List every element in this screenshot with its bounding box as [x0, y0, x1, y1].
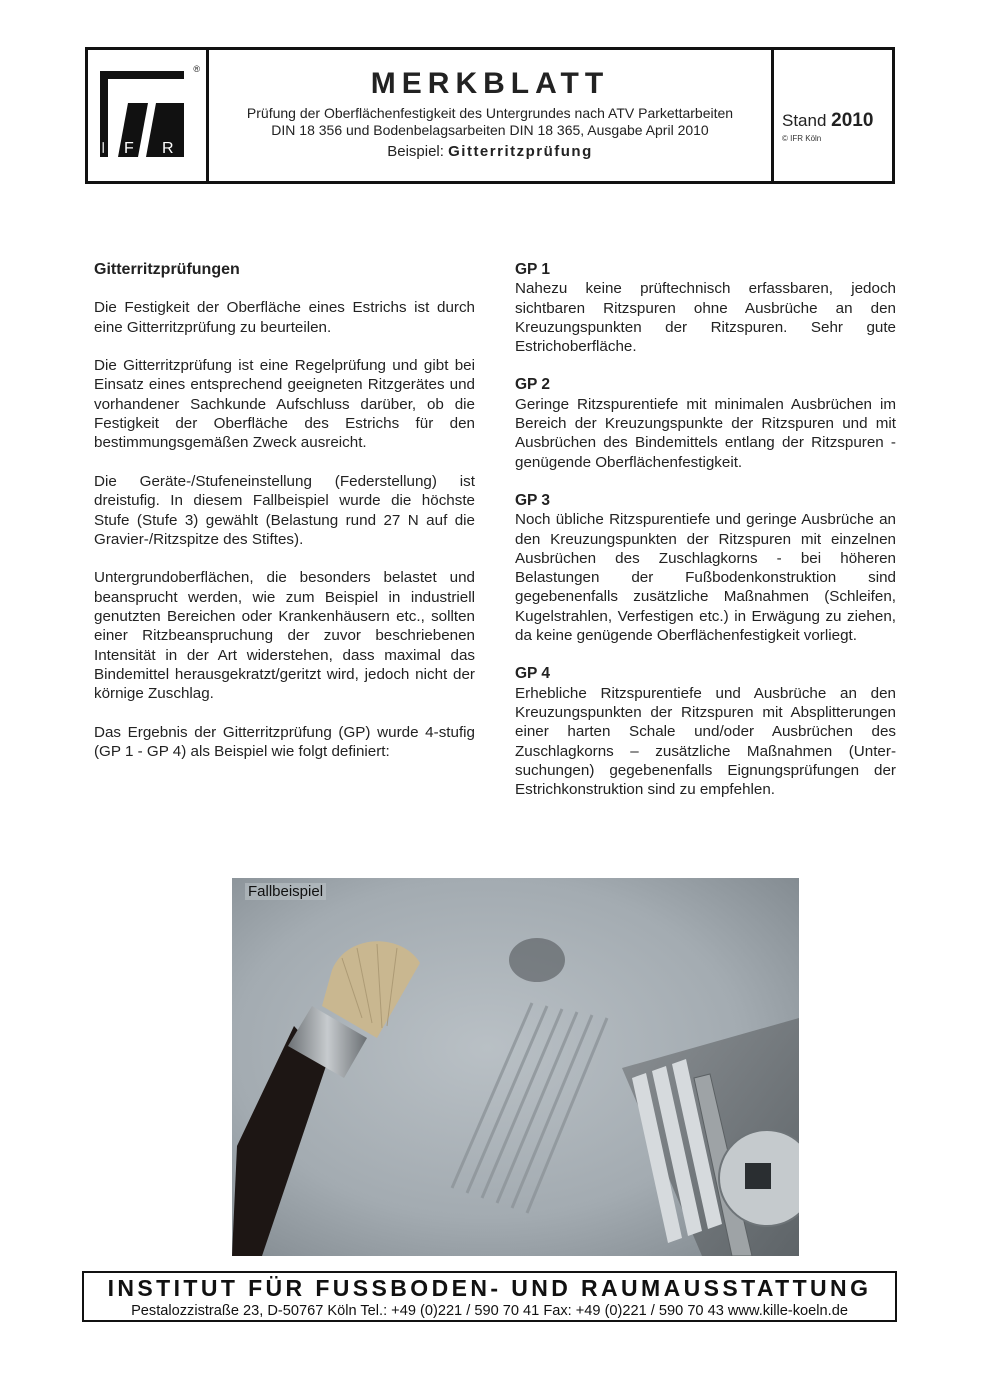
- stand-cell: [774, 50, 892, 181]
- svg-text:F: F: [124, 140, 134, 157]
- right-column: [515, 260, 896, 818]
- paragraph: Das Ergebnis der Gitterritzprüfung (GP) wurde 4-stufig (GP 1 - GP 4) als Beispiel wie folgt definiert:: [94, 723, 475, 761]
- subtitle-line-2: DIN 18 356 und Bodenbelagsarbeiten DIN 18 365, Ausgabe April 2010: [271, 122, 709, 138]
- grade-block-gp1: [515, 260, 896, 356]
- grade-text: Erhebliche Ritzspurentiefe und Ausbrüche an den Kreuzungspunkten der Ritzspuren mit Absplitterungen einer harten Schale und/oder Ausbrüchen des Zuschlagkorns – zusätzliche Maßnahmen (Untersuchungen) gegebenenfalls Eignungsprüfungen der Estrichkonstruktion sind zu empfehlen.: [515, 684, 896, 799]
- stand-label: Stand: [782, 111, 827, 130]
- grade-label: GP 4: [515, 665, 551, 683]
- seal-logo-mark: [745, 1163, 771, 1189]
- paragraph: Die Geräte-/Stufeneinstellung (Federstellung) ist dreistufig. In diesem Fallbeispiel wurde die höchste Stufe (Stufe 3) gewählt (Belastung rund 27 N auf die Gravier-/Ritzspitze des Stiftes).: [94, 472, 475, 548]
- example-prefix: Beispiel:: [387, 143, 444, 160]
- svg-text:I: I: [101, 140, 106, 157]
- photo-illustration: [232, 878, 799, 1256]
- case-example-photo: [232, 878, 799, 1256]
- grade-text: Nahezu keine prüftechnisch erfassbaren, jedoch sichtbaren Ritzspuren ohne Ausbrüche an den Kreuzungspunkten der Ritzspuren. Sehr gute Estrichoberfläche.: [515, 280, 896, 356]
- example-name: Gitterritzprüfung: [448, 143, 593, 160]
- grade-label: GP 1: [515, 261, 551, 278]
- example-line: [209, 143, 771, 160]
- surface-stain: [509, 938, 565, 982]
- stand-year: 2010: [831, 110, 874, 131]
- grade-text: Geringe Ritzspurentiefe mit minimalen Ausbrüchen im Bereich der Kreuzungspunkte der Ritzspuren und mit Ausbrüchen des Bindemittels entlang der Ritzspuren - genügende Oberflächenfestigkeit.: [515, 395, 896, 471]
- section-heading: Gitterritzprüfungen: [94, 261, 240, 278]
- institute-address: Pestalozzistraße 23, D-50767 Köln Tel.: +49 (0)221 / 590 70 41 Fax: +49 (0)221 / 590 70 43 www.kille-koeln.de: [131, 1303, 848, 1319]
- copyright-note: © IFR Köln: [782, 134, 822, 143]
- stand-line: [782, 110, 892, 132]
- paragraph: Die Gitterritzprüfung ist eine Regelprüfung und gibt bei Einsatz eines entsprechend geeigneten Ritzgerätes und vorhandener Sachkunde Aufschluss darüber, ob die Festigkeit der Oberfläche des Estrichs für den bestimmungsgemäßen Zweck ausreicht.: [94, 357, 475, 452]
- svg-text:R: R: [162, 140, 174, 157]
- left-column: [94, 260, 475, 781]
- institute-name: INSTITUT FÜR FUSSBODEN- UND RAUMAUSSTATTUNG: [107, 1275, 872, 1301]
- grade-block-gp4: [515, 664, 896, 799]
- logo-cell: [88, 50, 209, 181]
- ifr-logo: [98, 69, 186, 159]
- registered-mark: ®: [193, 64, 200, 74]
- grade-block-gp2: [515, 375, 896, 471]
- paragraph: Untergrundoberflächen, die besonders belastet und beansprucht werden, wie zum Beispiel in industriell genutzten Bereichen oder Krankenhäusern etc., sollten einer Ritzbeanspruchung der zuvor beschriebenen Intensität in der Art widerstehen, dass maximal das Bindemittel herausgekratzt/geritzt wird, jedoch nicht der körnige Zuschlag.: [94, 569, 475, 703]
- grade-block-gp3: [515, 491, 896, 645]
- subtitle-line-1: Prüfung der Oberflächenfestigkeit des Untergrundes nach ATV Parkettarbeiten: [246, 105, 734, 121]
- grade-text: Noch übliche Ritzspurentiefe und geringe Ausbrüche an den Kreuzungspunkten der Ritzspuren mit einzelnen Ausbrüchen des Zuschlagkorns - bei höheren Belastungen der Fußbodenkonstruktion sind gegebenenfalls zusätzliche Maßnahmen (Schleifen, Kugelstrahlen, Verfestigen etc.) in Erwägung zu ziehen, da keine genügende Oberflächenfestigkeit vorliegt.: [515, 511, 896, 645]
- document-title: MERKBLATT: [370, 67, 610, 100]
- grade-label: GP 3: [515, 491, 551, 509]
- grade-label: GP 2: [515, 376, 551, 394]
- title-cell: [209, 50, 774, 181]
- document-header: [85, 47, 895, 184]
- paragraph: Die Festigkeit der Oberfläche eines Estrichs ist durch eine Gitterritzprüfung zu beurteilen.: [94, 299, 475, 336]
- institute-footer: [82, 1271, 897, 1322]
- photo-label: Fallbeispiel: [245, 883, 326, 900]
